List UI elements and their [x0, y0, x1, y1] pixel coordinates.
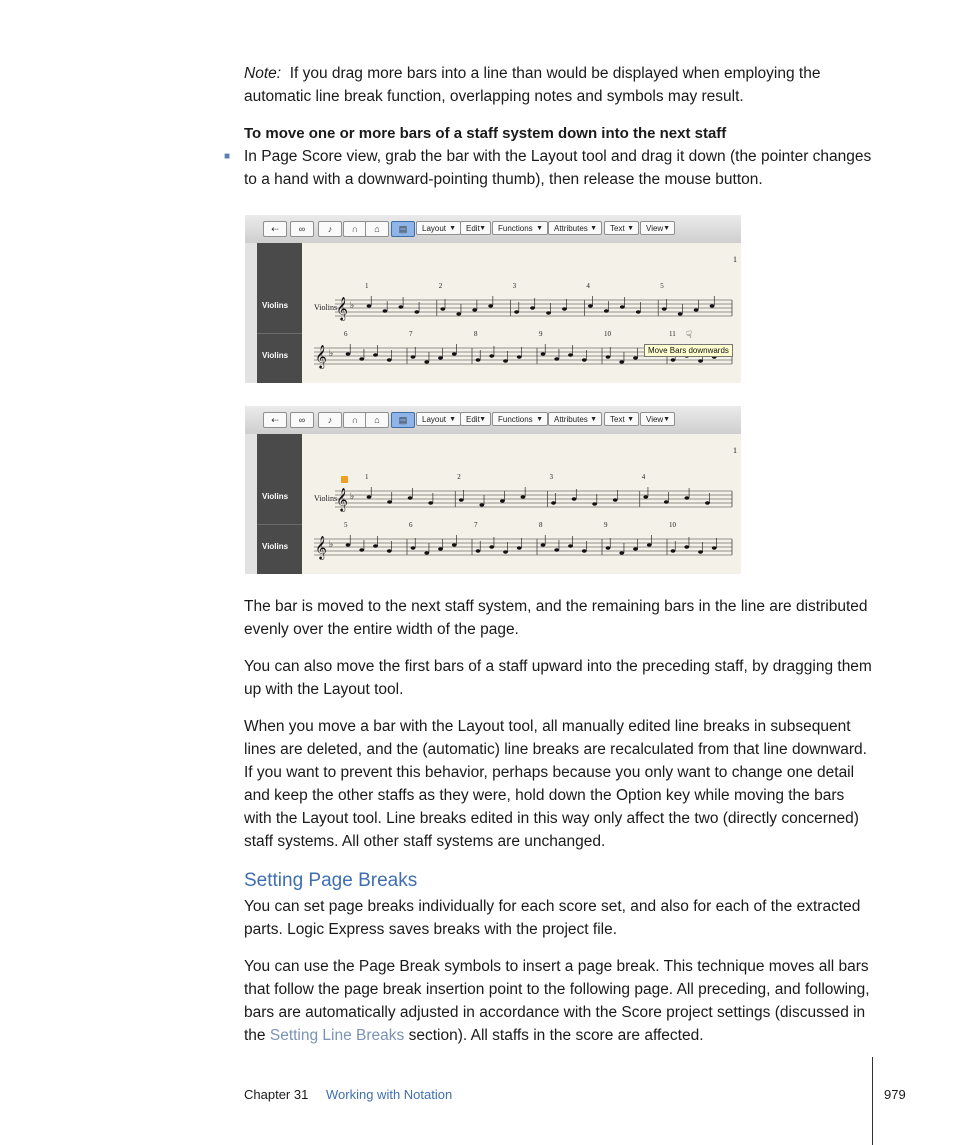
note-head — [346, 352, 351, 355]
note-head — [568, 544, 573, 547]
menu-edit[interactable]: Edit ▼ — [460, 221, 491, 235]
note-head — [633, 547, 638, 550]
note-head — [488, 304, 493, 307]
midi-icon[interactable]: ⌂ — [365, 412, 389, 428]
note-head — [438, 547, 443, 550]
section-heading: Setting Page Breaks — [244, 870, 418, 891]
bullet-item — [224, 145, 876, 191]
note-head — [712, 546, 717, 549]
treble-clef: 𝄞 — [315, 535, 327, 559]
note-paragraph — [244, 62, 876, 108]
midi-icon[interactable]: ⌂ — [365, 221, 389, 237]
menu-text[interactable]: Text ▼ — [604, 221, 639, 235]
note-head — [671, 549, 676, 552]
note-head — [414, 310, 419, 313]
note-text: If you drag more bars into a line than would be displayed when employing the automatic line break function, overlapping notes and symbols may result. — [244, 65, 821, 105]
note-head — [424, 360, 429, 363]
note-head — [694, 308, 699, 311]
note-head — [489, 354, 494, 357]
track-panel — [257, 243, 302, 383]
bar-number: 10 — [669, 521, 676, 529]
note-head — [606, 546, 611, 549]
note-head — [411, 546, 416, 549]
note-head — [500, 499, 505, 502]
note-head — [582, 358, 587, 361]
headphones-icon[interactable]: ∩ — [343, 412, 367, 428]
note-head — [664, 500, 669, 503]
paragraph: You can use the Page Break symbols to insert a page break. This technique moves all bars that follow the page break insertion point to the following page. All preceding, and following, bars are automatically adjusted in accordance with the Score project settings (discussed in the Setting Line Breaks section). All staffs in the score are affected. — [244, 958, 870, 1044]
bar-number: 5 — [344, 521, 348, 529]
menu-functions[interactable]: Functions ▼ — [492, 221, 548, 235]
note-icon[interactable]: ♪ — [318, 412, 342, 428]
note-head — [452, 352, 457, 355]
menu-attributes[interactable]: Attributes ▼ — [548, 221, 602, 235]
note-head — [705, 501, 710, 504]
bar-number: 11 — [669, 330, 676, 338]
note-head — [359, 548, 364, 551]
note-head — [530, 306, 535, 309]
note-head — [411, 355, 416, 358]
note-head — [373, 544, 378, 547]
note-head — [551, 501, 556, 504]
track-divider — [257, 333, 302, 334]
bar-number: 9 — [604, 521, 608, 529]
note-head — [662, 307, 667, 310]
note-head — [572, 497, 577, 500]
note-head — [620, 305, 625, 308]
treble-clef: 𝄞 — [336, 487, 348, 511]
menu-view[interactable]: View ▼ — [640, 221, 675, 235]
flat-sign: ♭ — [350, 492, 355, 502]
page-view-icon[interactable]: ▤ — [391, 412, 415, 428]
note-head — [387, 358, 392, 361]
staff-name: Violins — [314, 494, 338, 503]
note-head — [619, 551, 624, 554]
note-head — [489, 545, 494, 548]
menu-attributes[interactable]: Attributes ▼ — [548, 412, 602, 426]
bar-number: 6 — [409, 521, 413, 529]
track-label[interactable]: Violins — [262, 351, 289, 360]
bar-number: 4 — [586, 282, 590, 290]
note-head — [541, 352, 546, 355]
note-head — [479, 503, 484, 506]
note-head — [554, 548, 559, 551]
flat-sign: ♭ — [329, 349, 334, 359]
note-head — [399, 305, 404, 308]
note-head — [619, 360, 624, 363]
track-panel — [257, 434, 302, 574]
toolbar-icon-button[interactable]: ⇠ — [263, 221, 287, 237]
note-head — [554, 357, 559, 360]
screenshot-after — [245, 406, 741, 574]
bullet-text: In Page Score view, grab the bar with the Layout tool and drag it down (the pointer changes to a hand with a downward-pointing thumb), then release the mouse button. — [244, 148, 872, 188]
footer-chapter: Chapter 31 — [244, 1087, 309, 1102]
note-head — [613, 498, 618, 501]
bar-number: 2 — [438, 282, 443, 290]
flat-sign: ♭ — [329, 540, 334, 550]
menu-view[interactable]: View ▼ — [640, 412, 675, 426]
menu-layout[interactable]: Layout ▼ — [416, 412, 461, 426]
note-head — [698, 359, 703, 362]
note-head — [541, 543, 546, 546]
note-head — [367, 495, 372, 498]
note-head — [387, 500, 392, 503]
note-head — [698, 550, 703, 553]
note-head — [424, 551, 429, 554]
note-head — [636, 310, 641, 313]
note-head — [387, 549, 392, 552]
note-head — [359, 357, 364, 360]
treble-clef: 𝄞 — [315, 344, 327, 368]
menu-edit[interactable]: Edit ▼ — [460, 412, 491, 426]
screenshot-before — [245, 215, 741, 383]
task-heading: To move one or more bars of a staff system down into the next staff — [244, 125, 727, 142]
bar-number: 1 — [365, 473, 369, 481]
menu-layout[interactable]: Layout ▼ — [416, 221, 461, 235]
note-head — [710, 304, 715, 307]
note-head — [517, 546, 522, 549]
note-head — [678, 312, 683, 315]
bar-number: 4 — [641, 473, 646, 481]
note-head — [588, 304, 593, 307]
paragraph: You can set page breaks individually for each score set, and also for each of the extracted parts. Logic Express saves breaks with the project file. — [244, 898, 861, 938]
note-head — [633, 356, 638, 359]
note-head — [546, 311, 551, 314]
note-head — [408, 496, 413, 499]
bar-number: 7 — [409, 330, 413, 338]
note-head — [568, 353, 573, 356]
staff-name: Violins — [314, 303, 338, 312]
footer-divider — [872, 1057, 873, 1145]
note-head — [503, 550, 508, 553]
note-head — [582, 549, 587, 552]
note-head — [346, 543, 351, 546]
toolbar-icon-button[interactable]: ⇠ — [263, 412, 287, 428]
track-label[interactable]: Violins — [262, 542, 289, 551]
bar-number: 1 — [365, 282, 369, 290]
note-head — [383, 309, 388, 312]
note-head — [604, 309, 609, 312]
link-icon[interactable]: ∞ — [290, 412, 314, 428]
bullet-icon: ■ — [224, 151, 231, 162]
treble-clef: 𝄞 — [336, 296, 348, 320]
bar-number: 3 — [512, 282, 517, 290]
page-number: 1 — [733, 446, 737, 455]
bar-number: 9 — [539, 330, 543, 338]
note-head — [606, 355, 611, 358]
link-icon[interactable]: ∞ — [290, 221, 314, 237]
note-head — [438, 356, 443, 359]
note-head — [521, 495, 526, 498]
paragraph: When you move a bar with the Layout tool, all manually edited line breaks in subsequent lines are deleted, and the (automatic) line breaks are recalculated from that line downward. If you want to prevent this behavior, perhaps because you only want to change one detail and keep the other staffs as they were, hold down the Option key while moving the bars with the Layout tool. Line breaks edited in this way only affect the two (directly concerned) staff systems. All other staff systems are unchanged. — [244, 718, 867, 850]
note-head — [643, 495, 648, 498]
tooltip: Move Bars downwards — [644, 344, 733, 357]
flat-sign: ♭ — [350, 301, 355, 311]
setting-line-breaks-link[interactable]: Setting Line Breaks — [269, 1027, 405, 1044]
hand-cursor-icon: ☟ — [686, 330, 693, 341]
bar-number: 5 — [660, 282, 664, 290]
note-head — [592, 502, 597, 505]
score-notation[interactable] — [302, 434, 741, 574]
footer-chapter-title[interactable]: Working with Notation — [326, 1087, 453, 1102]
note-head — [671, 358, 676, 361]
lock-icon — [341, 476, 348, 483]
note-label: Note: — [244, 65, 282, 82]
score-toolbar — [245, 215, 741, 244]
page-view-icon[interactable]: ▤ — [391, 221, 415, 237]
note-head — [472, 308, 477, 311]
bar-number: 8 — [539, 521, 543, 529]
bar-number: 8 — [474, 330, 478, 338]
score-toolbar — [245, 406, 741, 435]
note-head — [452, 543, 457, 546]
headphones-icon[interactable]: ∩ — [343, 221, 367, 237]
note-head — [476, 549, 481, 552]
note-head — [647, 543, 652, 546]
note-head — [562, 307, 567, 310]
track-label[interactable]: Violins — [262, 492, 289, 501]
note-head — [503, 359, 508, 362]
note-head — [456, 312, 461, 315]
bar-number: 3 — [549, 473, 553, 481]
bar-number: 2 — [457, 473, 461, 481]
track-divider — [257, 524, 302, 525]
menu-text[interactable]: Text ▼ — [604, 412, 639, 426]
note-head — [367, 304, 372, 307]
note-icon[interactable]: ♪ — [318, 221, 342, 237]
note-head — [517, 355, 522, 358]
menu-functions[interactable]: Functions ▼ — [492, 412, 548, 426]
bar-number: 6 — [344, 330, 348, 338]
page-number: 1 — [733, 255, 737, 264]
bar-number: 10 — [604, 330, 611, 338]
note-head — [440, 307, 445, 310]
footer-page-number: 979 — [884, 1087, 906, 1102]
track-label[interactable]: Violins — [262, 301, 289, 310]
note-head — [459, 498, 464, 501]
note-head — [514, 310, 519, 313]
note-head — [428, 501, 433, 504]
note-head — [476, 358, 481, 361]
note-head — [684, 545, 689, 548]
paragraph: The bar is moved to the next staff system, and the remaining bars in the line are distributed evenly over the entire width of the page. — [244, 598, 868, 638]
bar-number: 7 — [474, 521, 478, 529]
note-head — [684, 496, 689, 499]
note-head — [373, 353, 378, 356]
paragraph: You can also move the first bars of a staff upward into the preceding staff, by dragging them up with the Layout tool. — [244, 658, 872, 698]
score-notation[interactable] — [302, 243, 741, 383]
